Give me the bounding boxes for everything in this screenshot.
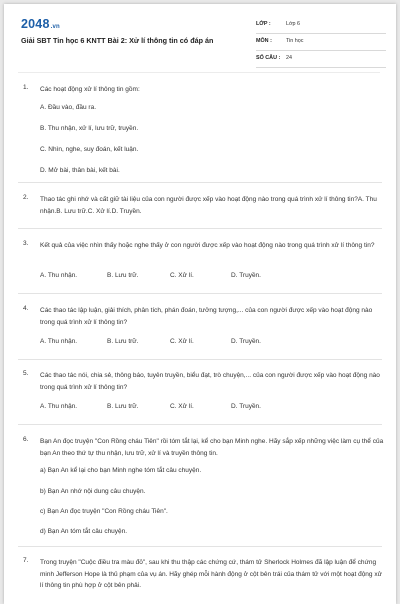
question-divider (18, 424, 382, 425)
document-header (4, 4, 396, 76)
question-text: Các hoạt động xử lí thông tin gồm: (40, 86, 140, 93)
meta-table (256, 17, 386, 68)
question-divider (18, 546, 382, 547)
answer-option: C. Nhìn, nghe, suy đoán, kết luận. (40, 146, 139, 153)
question-number: 5. (23, 370, 29, 377)
answer-option: C. Xử lí. (170, 338, 194, 345)
question-number: 7. (23, 557, 29, 564)
meta-label: LỚP : (256, 21, 271, 27)
logo-suffix: .vn (50, 24, 60, 30)
document-title: Giải SBT Tin học 6 KNTT Bài 2: Xử lí thông tin có đáp án (21, 36, 214, 45)
answer-option: B. Lưu trữ. (107, 338, 139, 345)
question-text: Kết quả của việc nhìn thấy hoặc nghe thấy ở con người được xếp vào hoạt động nào trong quá trình xử lí thông tin? (40, 242, 375, 249)
meta-row-subject (256, 34, 386, 51)
meta-value: Tin học (286, 38, 304, 44)
question-number: 3. (23, 240, 29, 247)
question-divider (18, 182, 382, 183)
site-logo[interactable] (21, 17, 60, 31)
answer-option: C. Xử lí. (170, 272, 194, 279)
document-page (4, 4, 396, 604)
meta-value: 24 (286, 55, 292, 61)
answer-option: B. Lưu trữ. (107, 272, 139, 279)
meta-label: MÔN : (256, 38, 272, 44)
answer-option: d) Bạn An tóm tắt câu chuyện. (40, 528, 128, 535)
question-text: Bạn An đọc truyện "Con Rồng cháu Tiên" rồi tóm tắt lại, kể cho bạn Minh nghe. Hãy sắp xếp những việc làm cụ thể của bạn An theo thứ tự thu nhận, lưu trữ, xử lí và truyền thông tin. (40, 438, 384, 457)
answer-option: D. Mở bài, thân bài, kết bài. (40, 167, 120, 174)
question-number: 2. (23, 194, 29, 201)
answer-option: A. Thu nhận. (40, 403, 78, 410)
meta-value: Lớp 6 (286, 21, 301, 27)
meta-label: SỐ CÂU : (256, 55, 281, 61)
answer-option: B. Lưu trữ. (107, 403, 139, 410)
answer-option: a) Bạn An kể lại cho bạn Minh nghe tóm tắt câu chuyện. (40, 467, 202, 474)
question-text: Các thao tác nói, chia sẻ, thông báo, tuyên truyền, biểu đạt, trò chuyện,... của con người được xếp vào hoạt động nào trong quá trình xử lí thông tin? (40, 372, 380, 391)
meta-row-count (256, 51, 386, 68)
question-divider (18, 293, 382, 294)
answer-option: D. Truyền. (231, 272, 261, 279)
answer-option: c) Bạn An đọc truyện "Con Rồng cháu Tiên". (40, 508, 168, 515)
answer-option: A. Thu nhận. (40, 338, 78, 345)
answer-option: B. Thu nhận, xử lí, lưu trữ, truyền. (40, 125, 139, 132)
question-divider (18, 359, 382, 360)
answer-option: D. Truyền. (231, 403, 261, 410)
answer-option: A. Thu nhận. (40, 272, 78, 279)
answer-option: C. Xử lí. (170, 403, 194, 410)
meta-row-class (256, 17, 386, 34)
question-text: Các thao tác lập luận, giải thích, phân tích, phán đoán, tưởng tượng,... của con người được xếp vào hoạt động nào trong quá trình xử lí thông tin? (40, 307, 373, 326)
answer-option: b) Bạn An nhớ nội dung câu chuyện. (40, 488, 146, 495)
answer-option: D. Truyền. (231, 338, 261, 345)
header-divider (18, 72, 380, 73)
question-divider (18, 228, 382, 229)
question-text: Trong truyện "Cuộc điều tra màu đỏ", sau khi thu thập các chứng cứ, thám tử Sherlock Holmes đã lập luận để chứng minh Jefferson Hope là thủ phạm của vụ án. Hãy ghép mỗi hành động ở cột bên trái của thám tử với một hoạt động xử lí thông tin phù hợp ở cột bên phải. (40, 559, 382, 589)
logo-text: 2048 (21, 17, 50, 31)
answer-option: A. Đầu vào, đầu ra. (40, 104, 97, 111)
question-number: 1. (23, 84, 29, 91)
question-number: 6. (23, 436, 29, 443)
question-text: Thao tác ghi nhớ và cất giữ tài liệu của con người được xếp vào hoạt động nào trong quá trình xử lí thông tin?A. Thu nhận.B. Lưu trữ.C. Xử lí.D. Truyền. (40, 196, 377, 215)
question-number: 4. (23, 305, 29, 312)
